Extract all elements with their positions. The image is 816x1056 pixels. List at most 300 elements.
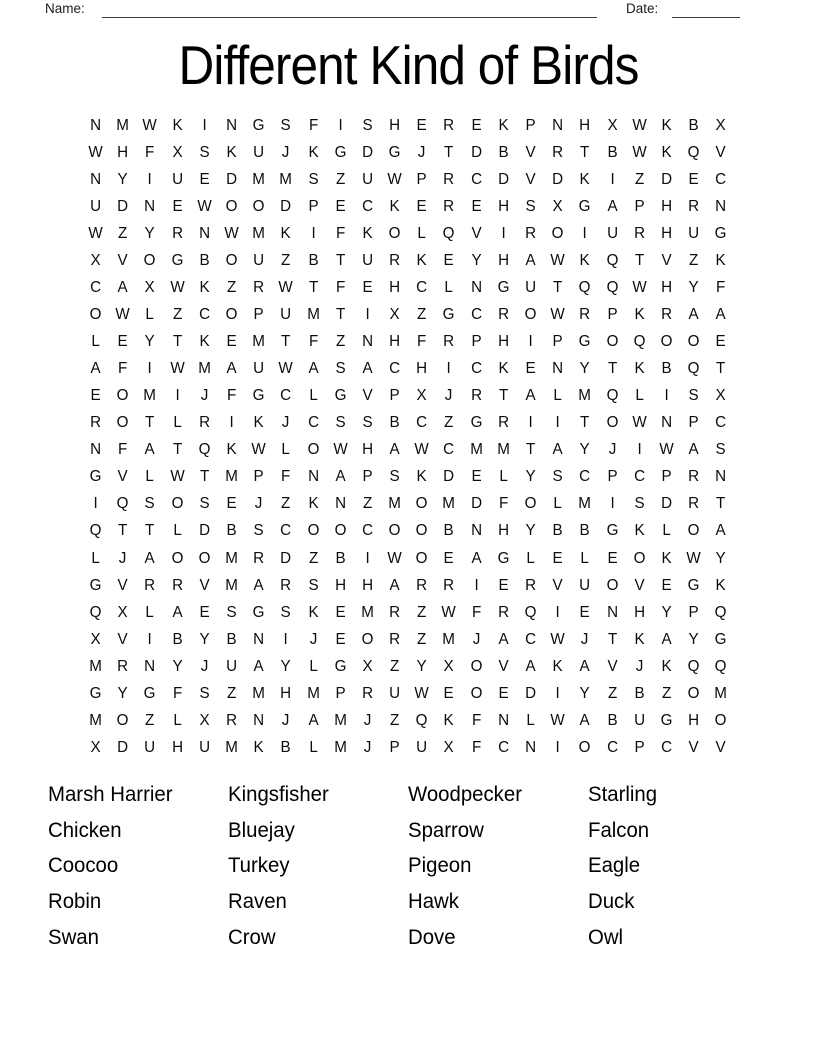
grid-letter: W (387, 171, 402, 189)
grid-letter: P (634, 738, 645, 756)
grid-letter: F (308, 333, 318, 351)
grid-letter: L (444, 279, 454, 297)
grid-letter: J (254, 495, 263, 513)
grid-letter: M (333, 711, 347, 729)
grid-letter: X (117, 603, 128, 621)
grid-letter: M (198, 360, 211, 378)
grid-letter: F (471, 738, 481, 756)
grid-letter: I (147, 630, 153, 648)
grid-letter: W (88, 144, 103, 162)
grid-letter: A (389, 576, 400, 594)
grid-letter: V (552, 576, 563, 594)
grid-letter: Y (525, 522, 536, 540)
word-item: Owl (588, 925, 624, 949)
grid-letter: I (637, 441, 642, 459)
grid-letter: K (199, 279, 210, 297)
grid-letter: A (525, 387, 536, 405)
grid-letter: W (414, 684, 430, 702)
grid-letter: R (90, 414, 102, 432)
grid-letter: G (660, 711, 673, 729)
grid-letter: E (335, 198, 346, 216)
grid-letter: Z (335, 171, 345, 189)
grid-letter: O (470, 657, 483, 675)
grid-letter: O (225, 252, 238, 270)
grid-letter: O (198, 549, 211, 567)
grid-letter: J (418, 144, 426, 162)
grid-letter: A (172, 603, 183, 621)
grid-letter: O (116, 711, 129, 729)
grid-letter: U (416, 738, 428, 756)
grid-letter: E (688, 171, 699, 189)
grid-letter: C (579, 468, 591, 486)
grid-letter: E (552, 549, 563, 567)
grid-letter: M (388, 495, 401, 513)
grid-letter: I (528, 333, 533, 351)
word-item: Duck (588, 890, 635, 914)
grid-letter: L (172, 414, 182, 432)
grid-letter: E (362, 279, 373, 297)
grid-letter: T (580, 144, 590, 162)
grid-letter: N (144, 198, 156, 216)
word-item: Chicken (48, 818, 122, 842)
grid-letter: N (307, 468, 319, 486)
grid-letter: H (579, 117, 591, 134)
grid-letter: R (389, 252, 401, 270)
grid-letter: P (308, 198, 319, 216)
grid-letter: P (607, 306, 618, 324)
grid-letter: G (144, 684, 156, 702)
grid-letter: J (282, 144, 290, 162)
grid-letter: W (169, 360, 185, 378)
grid-letter: V (661, 252, 672, 270)
grid-letter: D (470, 495, 482, 513)
grid-letter: G (470, 414, 483, 432)
grid-letter: G (334, 144, 347, 162)
grid-letter: A (715, 306, 726, 324)
grid-letter: M (252, 684, 266, 702)
grid-letter: O (470, 684, 483, 702)
grid-letter: X (715, 117, 726, 134)
grid-letter: J (282, 711, 290, 729)
grid-letter: N (715, 468, 727, 486)
grid-letter: Y (525, 468, 536, 486)
grid-letter: W (142, 117, 158, 134)
grid-letter: E (443, 549, 455, 567)
grid-letter: W (550, 711, 565, 729)
grid-letter: H (361, 576, 373, 594)
grid-letter: C (497, 738, 509, 756)
grid-letter: E (498, 684, 509, 702)
grid-letter: Z (308, 549, 318, 567)
grid-letter: W (333, 441, 348, 459)
grid-letter: D (198, 522, 210, 540)
grid-letter: G (89, 576, 102, 594)
grid-letter: O (687, 684, 700, 702)
grid-letter: G (334, 657, 347, 675)
grid-letter: E (335, 630, 346, 648)
grid-letter: R (552, 144, 564, 162)
grid-letter: I (93, 495, 98, 513)
grid-letter: I (229, 414, 234, 432)
grid-letter: K (308, 603, 319, 621)
grid-letter: H (361, 441, 373, 459)
grid-letter: G (443, 306, 455, 324)
grid-letter: Z (145, 711, 155, 729)
grid-letter: Z (281, 495, 291, 513)
grid-letter: A (688, 441, 699, 459)
grid-letter: X (362, 657, 373, 675)
grid-letter: K (172, 117, 183, 134)
grid-letter: T (281, 333, 291, 351)
grid-letter: X (172, 144, 183, 162)
grid-letter: O (415, 549, 428, 567)
grid-letter: Y (144, 225, 156, 243)
grid-letter: W (387, 549, 402, 567)
grid-letter: R (253, 279, 265, 297)
grid-letter: P (253, 306, 264, 324)
grid-letter: R (470, 387, 482, 405)
grid-letter: T (716, 360, 726, 378)
grid-letter: C (307, 414, 319, 432)
grid-letter: K (715, 252, 726, 270)
grid-letter: N (90, 441, 102, 459)
grid-letter: T (172, 333, 182, 351)
grid-letter: S (335, 414, 346, 432)
grid-letter: T (580, 414, 590, 432)
grid-letter: L (91, 333, 100, 351)
grid-letter: Z (118, 225, 128, 243)
grid-letter: I (664, 387, 669, 405)
grid-letter: V (471, 225, 482, 243)
grid-letter: M (225, 576, 238, 594)
grid-letter: P (389, 738, 400, 756)
grid-letter: V (199, 576, 210, 594)
grid-letter: U (171, 171, 183, 189)
grid-letter: G (388, 144, 401, 162)
grid-letter: O (225, 306, 238, 324)
grid-letter: E (579, 603, 591, 621)
word-item: Eagle (588, 854, 641, 878)
grid-letter: W (632, 117, 647, 134)
grid-letter: X (416, 387, 427, 405)
grid-letter: U (280, 306, 292, 324)
grid-letter: U (90, 198, 102, 216)
grid-letter: W (550, 306, 565, 324)
grid-letter: N (253, 711, 265, 729)
grid-letter: Q (606, 252, 619, 270)
grid-letter: T (634, 252, 644, 270)
grid-letter: J (309, 630, 317, 648)
grid-letter: L (526, 711, 535, 729)
grid-letter: H (171, 738, 183, 756)
grid-letter: E (498, 576, 509, 594)
grid-letter: M (578, 387, 592, 405)
grid-letter: T (335, 252, 345, 270)
grid-letter: U (253, 144, 265, 162)
grid-letter: D (280, 198, 292, 216)
grid-letter: S (199, 684, 210, 702)
grid-letter: G (579, 198, 591, 216)
grid-letter: J (445, 387, 453, 405)
grid-letter: K (634, 630, 645, 648)
grid-letter: D (661, 495, 673, 513)
grid-letter: E (117, 333, 128, 351)
grid-letter: P (552, 333, 563, 351)
word-list (48, 777, 768, 955)
grid-letter: T (444, 144, 454, 162)
grid-letter: M (442, 630, 456, 648)
grid-letter: B (335, 549, 346, 567)
grid-letter: W (686, 549, 701, 567)
grid-letter: C (470, 360, 482, 378)
grid-letter: Z (689, 252, 699, 270)
grid-letter: U (525, 279, 537, 297)
grid-letter: L (145, 306, 155, 324)
grid-letter: L (499, 468, 508, 486)
grid-letter: T (335, 306, 345, 324)
grid-letter: C (416, 279, 428, 297)
word-item: Pigeon (408, 854, 472, 878)
grid-letter: X (607, 117, 618, 134)
grid-letter: E (172, 198, 183, 216)
grid-letter: Z (661, 684, 672, 702)
name-label: Name: (45, 1, 85, 16)
grid-letter: L (145, 603, 155, 621)
grid-letter: Q (524, 603, 537, 621)
grid-letter: R (661, 306, 673, 324)
grid-letter: T (145, 522, 155, 540)
grid-letter: T (308, 279, 318, 297)
grid-letter: S (362, 414, 373, 432)
grid-letter: O (415, 522, 428, 540)
word-item: Robin (48, 890, 102, 914)
grid-letter: M (116, 117, 130, 134)
grid-letter: O (334, 522, 347, 540)
grid-letter: M (89, 657, 102, 675)
grid-letter: T (553, 279, 563, 297)
grid-letter: K (634, 360, 645, 378)
grid-letter: I (501, 225, 506, 243)
grid-letter: U (253, 360, 265, 378)
grid-letter: E (661, 576, 672, 594)
grid-letter: F (172, 684, 182, 702)
grid-letter: O (116, 387, 129, 405)
grid-letter: F (308, 117, 318, 134)
grid-letter: H (497, 522, 509, 540)
grid-letter: I (582, 225, 588, 243)
grid-letter: K (661, 657, 672, 675)
grid-letter: M (143, 387, 157, 405)
grid-letter: F (226, 387, 237, 405)
grid-letter: E (471, 117, 482, 134)
grid-letter: L (91, 549, 100, 567)
grid-letter: G (252, 603, 265, 621)
grid-letter: N (226, 117, 238, 134)
grid-letter: B (389, 414, 400, 432)
grid-letter: G (714, 225, 727, 243)
grid-letter: H (334, 576, 346, 594)
grid-letter: R (497, 414, 509, 432)
grid-letter: A (362, 360, 373, 378)
grid-letter: Y (688, 279, 699, 297)
grid-letter: R (361, 684, 373, 702)
grid-letter: E (416, 198, 427, 216)
grid-letter: K (634, 522, 645, 540)
grid-letter: V (362, 387, 373, 405)
grid-letter: O (225, 198, 238, 216)
grid-letter: T (172, 441, 182, 459)
date-label: Date: (626, 1, 659, 16)
grid-letter: B (607, 144, 618, 162)
grid-letter: R (389, 630, 401, 648)
grid-letter: C (198, 306, 210, 324)
grid-letter: D (497, 171, 509, 189)
grid-letter: O (307, 441, 320, 459)
grid-letter: O (524, 495, 537, 513)
grid-letter: W (224, 225, 239, 243)
grid-letter: O (524, 306, 537, 324)
grid-letter: Q (116, 495, 129, 513)
grid-letter: Q (633, 333, 646, 351)
grid-letter: M (469, 441, 483, 459)
grid-letter: Y (661, 603, 672, 621)
grid-letter: R (443, 576, 455, 594)
grid-letter: K (389, 198, 400, 216)
grid-letter: W (632, 144, 647, 162)
grid-letter: S (144, 495, 156, 513)
grid-letter: K (661, 144, 672, 162)
grid-letter: I (338, 117, 343, 134)
grid-letter: L (635, 387, 644, 405)
grid-letter: I (528, 414, 533, 432)
grid-letter: K (661, 549, 672, 567)
grid-letter: I (610, 171, 615, 189)
grid-letter: T (145, 414, 155, 432)
grid-letter: X (443, 657, 455, 675)
grid-letter: T (498, 387, 509, 405)
grid-letter: Y (117, 171, 128, 189)
grid-letter: A (715, 522, 726, 540)
grid-letter: V (634, 576, 645, 594)
grid-letter: L (553, 387, 563, 405)
grid-letter: K (308, 495, 319, 513)
grid-letter: Y (416, 657, 427, 675)
grid-letter: X (552, 198, 563, 216)
grid-letter: R (579, 306, 591, 324)
grid-letter: W (441, 603, 457, 621)
grid-letter: D (470, 144, 482, 162)
grid-letter: K (634, 306, 645, 324)
grid-letter: Z (172, 306, 182, 324)
grid-letter: F (118, 360, 128, 378)
grid-letter: P (389, 387, 400, 405)
grid-letter: P (471, 333, 482, 351)
grid-letter: N (90, 171, 102, 189)
grid-letter: J (472, 630, 481, 648)
grid-letter: W (550, 252, 565, 270)
grid-letter: X (715, 387, 726, 405)
grid-letter: C (361, 522, 373, 540)
grid-letter: O (687, 522, 700, 540)
word-item: Raven (228, 890, 287, 914)
grid-letter: L (526, 549, 535, 567)
grid-letter: H (497, 252, 509, 270)
grid-letter: S (308, 171, 319, 189)
grid-letter: G (497, 549, 510, 567)
grid-letter: W (115, 306, 130, 324)
grid-letter: W (251, 441, 266, 459)
grid-letter: K (579, 252, 591, 270)
grid-letter: A (661, 630, 672, 648)
grid-letter: P (661, 468, 672, 486)
grid-letter: V (498, 657, 509, 675)
grid-letter: R (688, 495, 700, 513)
grid-letter: A (688, 306, 699, 324)
grid-letter: V (117, 252, 128, 270)
grid-letter: A (579, 657, 591, 675)
grid-letter: J (581, 630, 589, 648)
grid-letter: B (552, 522, 563, 540)
grid-letter: R (416, 576, 428, 594)
grid-letter: Q (687, 144, 700, 162)
grid-letter: P (634, 198, 645, 216)
grid-letter: R (443, 171, 455, 189)
grid-letter: H (661, 225, 673, 243)
grid-letter: O (660, 333, 673, 351)
grid-letter: J (635, 657, 644, 675)
grid-letter: B (226, 522, 237, 540)
grid-letter: M (252, 225, 266, 243)
grid-letter: A (471, 549, 482, 567)
grid-letter: R (633, 225, 645, 243)
grid-letter: D (552, 171, 564, 189)
grid-letter: A (144, 549, 156, 567)
grid-letter: S (335, 360, 346, 378)
grid-letter: X (90, 738, 101, 756)
grid-letter: O (388, 522, 401, 540)
grid-letter: Q (687, 360, 700, 378)
grid-letter: H (688, 711, 700, 729)
grid-letter: U (579, 576, 591, 594)
grid-letter: S (389, 468, 400, 486)
grid-letter: J (363, 738, 372, 756)
grid-letter: V (525, 144, 536, 162)
grid-letter: L (308, 738, 318, 756)
grid-letter: R (525, 225, 537, 243)
grid-letter: L (308, 657, 318, 675)
grid-letter: E (416, 117, 427, 134)
grid-letter: K (552, 657, 563, 675)
grid-letter: R (253, 549, 265, 567)
grid-letter: H (389, 333, 401, 351)
grid-letter: F (335, 225, 345, 243)
grid-letter: W (278, 360, 294, 378)
grid-letter: N (253, 630, 265, 648)
grid-letter: M (361, 603, 374, 621)
grid-letter: D (117, 738, 129, 756)
grid-letter: X (90, 252, 101, 270)
grid-letter: Z (607, 684, 617, 702)
grid-letter: E (90, 387, 101, 405)
grid-letter: B (607, 711, 618, 729)
grid-letter: W (278, 279, 294, 297)
grid-letter: N (470, 279, 482, 297)
grid-letter: Q (714, 603, 727, 621)
grid-letter: T (525, 441, 536, 459)
grid-letter: S (634, 495, 645, 513)
grid-letter: C (280, 522, 292, 540)
grid-letter: Y (199, 630, 210, 648)
